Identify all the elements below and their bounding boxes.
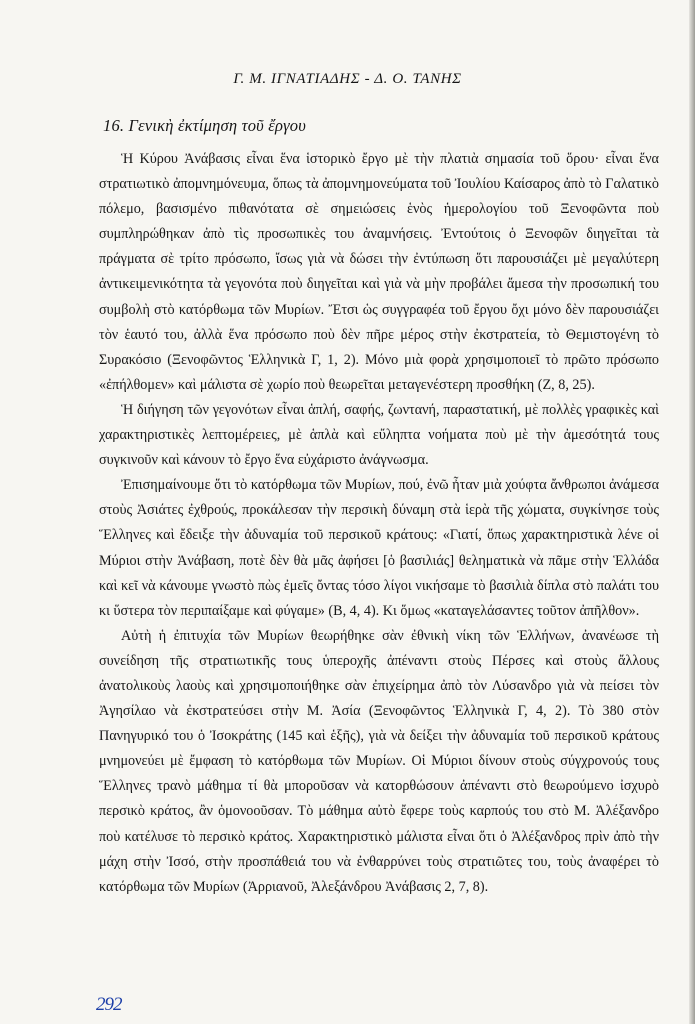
- scan-edge: [689, 0, 695, 1024]
- paragraph-3: Ἐπισημαίνουμε ὅτι τὸ κατόρθωμα τῶν Μυρίων, πού, ἐνῶ ἦταν μιὰ χούφτα ἄνθρωποι ἀνάμεσα στοὺς Ἀσιάτες ἐχθρούς, προκάλεσαν τὴν περσικὴ δύναμη στὰ ἱερὰ τῆς χώματα, συγκίνησε τοὺς Ἕλληνες καὶ ἔδειξε τὴν ἀδυναμία τοῦ περσικοῦ κράτους: «Γιατί, ὅπως χαρακτηριστικὰ λένε οἱ Μύριοι στὴν Ἀνάβαση, ποτὲ δὲν θὰ μᾶς ἀφήσει [ὁ βασιλιάς] θεληματικὰ νὰ πᾶμε στὴν Ἑλλάδα καὶ κεῖ νὰ κάνουμε γνωστὸ πὼς ἐμεῖς ὄντας τόσο λίγοι νικήσαμε τὸ βασιλιὰ δίπλα στὸ παλάτι του κι ὕστερα τὸν περιπαίξαμε καὶ φύγαμε» (Β, 4, 4). Κι ὅμως «καταγελάσαντες τοῦτον ἀπῆλθον».: [99, 477, 659, 619]
- page-number: 292: [96, 994, 122, 1015]
- paragraph-1: Ἡ Κύρου Ἀνάβασις εἶναι ἕνα ἱστορικὸ ἔργο μὲ τὴν πλατιὰ σημασία τοῦ ὅρου· εἶναι ἕνα στρατιωτικὸ ἀπομνημόνευμα, ὅπως τὰ ἀπομνημονεύματα τοῦ Ἰουλίου Καίσαρος ἀπὸ τὸ Γαλατικὸ πόλεμο, βασισμένο πιθανότατα σὲ σημειώσεις ἑνὸς ἡμερολογίου τοῦ Ξενοφῶντα ποὺ συμπληρώθηκαν ἀπὸ τὶς προσωπικὲς του ἀναμνήσεις. Ἐντούτοις ὁ Ξενοφῶν διηγεῖται τὰ πράγματα σὲ τρίτο πρόσωπο, ἴσως γιὰ νὰ δώσει τὴν ἐντύπωση ὅτι παρουσιάζει μὲ μεγαλύτερη ἀντικειμενικότητα τὰ γεγονότα ποὺ διηγεῖται καὶ γιὰ νὰ μὴν προβάλει ἄμεσα τὴν προσωπική του συμβολὴ στὸ κατόρθωμα τῶν Μυρίων. Ἔτσι ὡς συγγραφέα τοῦ ἔργου ὄχι μόνο δὲν παρουσιάζει τὸν ἑαυτό του, ἀλλὰ ἕνα πρόσωπο ποὺ δὲν πῆρε μέρος στὴν ἐκστρατεία, τὸ Θεμιστογένη τὸ Συρακόσιο (Ξενοφῶντος Ἑλληνικὰ Γ, 1, 2). Μόνο μιὰ φορὰ χρησιμοποιεῖ τὸ πρῶτο πρόσωπο «ἐπήλθομεν» καὶ μάλιστα σὲ χωρίο ποὺ θεωρεῖται μεταγενέστερη προσθήκη (Ζ, 8, 25).: [99, 151, 659, 393]
- section-title: 16. Γενικὴ ἐκτίμηση τοῦ ἔργου: [103, 116, 307, 135]
- body-text: [99, 147, 659, 900]
- paragraph-2: Ἡ διήγηση τῶν γεγονότων εἶναι ἁπλή, σαφής, ζωντανή, παραστατική, μὲ πολλὲς γραφικὲς καὶ χαρακτηριστικὲς λεπτομέρειες, μὲ ἁπλὰ καὶ εὔληπτα νοήματα ποὺ μὲ τὴν ἀμεσότητά τους συγκινοῦν καὶ κάνουν τὸ ἔργο ἕνα εὐχάριστο ἀνάγνωσμα.: [99, 401, 659, 469]
- paragraph-4: Αὐτὴ ἡ ἐπιτυχία τῶν Μυρίων θεωρήθηκε σὰν ἐθνικὴ νίκη τῶν Ἑλλήνων, ἀνανέωσε τὴ συνείδηση τῆς στρατιωτικῆς τους ὑπεροχῆς ἀπέναντι στοὺς Πέρσες καὶ στοὺς ἄλλους ἀνατολικοὺς λαοὺς καὶ χρησιμοποιήθηκε σὰν ἐπιχείρημα ἀπὸ τὸν Λύσανδρο γιὰ νὰ πείσει τὸν Ἀγησίλαο νὰ ἐκστρατεύσει στὴν Μ. Ἀσία (Ξενοφῶντος Ἑλληνικὰ Γ, 4, 2). Τὸ 380 στὸν Πανηγυρικό του ὁ Ἰσοκράτης (145 καὶ ἑξῆς), γιὰ νὰ δείξει τὴν ἀδυναμία τοῦ περσικοῦ κράτους μνημονεύει μὲ ἔμφαση τὸ κατόρθωμα τῶν Μυρίων. Οἱ Μύριοι δίνουν στοὺς σύγχρονούς τους Ἕλληνες τρανὸ μάθημα τί θὰ μποροῦσαν νὰ κατορθώσουν ἀπέναντι στὸ θεωρούμενο ἰσχυρὸ περσικὸ κράτος, ἂν ὁμονοοῦσαν. Τὸ μάθημα αὐτὸ ἔφερε τοὺς καρπούς του στὸ Μ. Ἀλέξανδρο ποὺ κατέλυσε τὸ περσικὸ κράτος. Χαρακτηριστικὸ μάλιστα εἶναι ὅτι ὁ Ἀλέξανδρος πρὶν ἀπὸ τὴν μάχη στὴν Ἰσσό, στὴν προσπάθειά του νὰ ἐνθαρρύνει τοὺς στρατιῶτες του, τοὺς ἀναφέρει τὸ κατόρθωμα τῶν Μυρίων (Ἀρριανοῦ, Ἀλεξάνδρου Ἀνάβασις 2, 7, 8).: [99, 627, 659, 895]
- running-head: Γ. Μ. ΙΓΝΑΤΙΑΔΗΣ - Δ. Ο. ΤΑΝΗΣ: [233, 71, 462, 87]
